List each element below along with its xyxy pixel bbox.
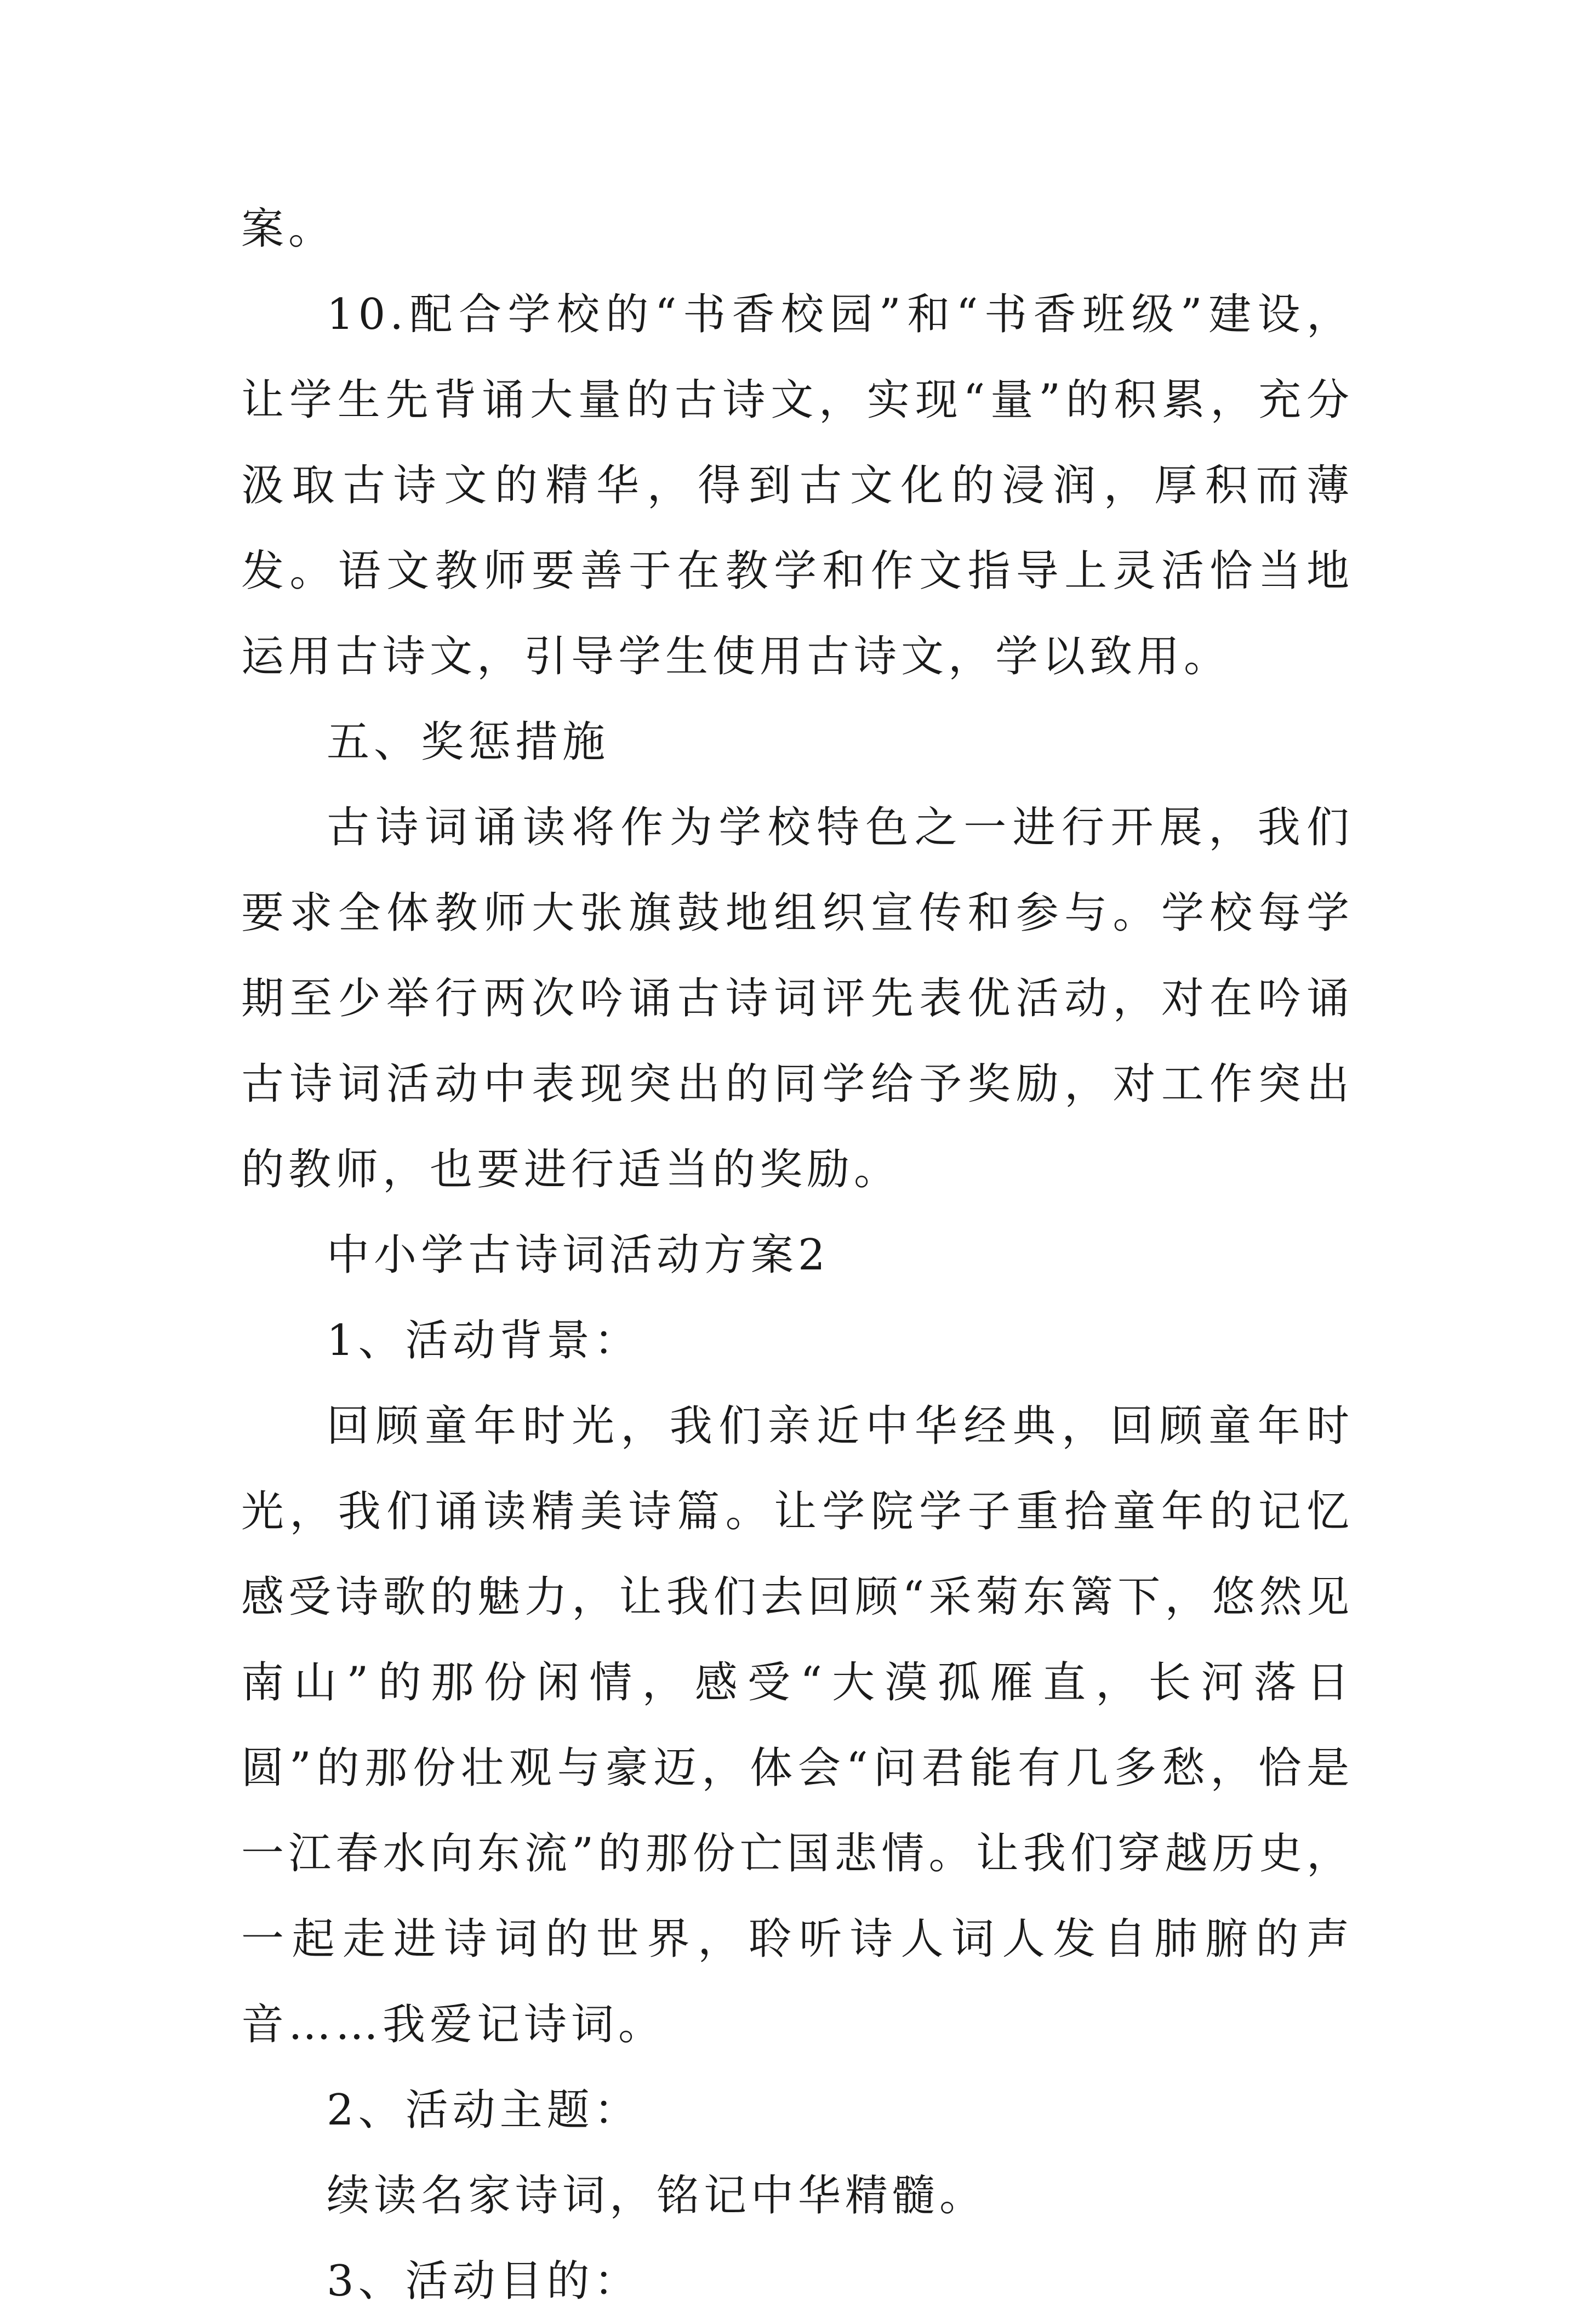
section-heading-rewards: 五、奖惩措施 bbox=[327, 717, 610, 767]
paragraph-theme-body: 续读名家诗词，铭记中华精髓。 bbox=[327, 2171, 987, 2220]
paragraph-item-10: 10.配合学校的“书香校园”和“书香班级”建设，让学生先背诵大量的古诗文，实现“量”的积累，充分汲取古诗文的精华，得到古文化的浸润，厚积而薄发。语文教师要善于在教学和作文指导上灵活恰当地运用古诗文，引导学生使用古诗文，学以致用。 bbox=[241, 290, 1354, 681]
paragraph-background-body: 回顾童年时光，我们亲近中华经典，回顾童年时光，我们诵读精美诗篇。让学院学子重拾童年的记忆感受诗歌的魅力，让我们去回顾“采菊东篱下，悠然见南山”的那份闲情，感受“大漠孤雁直，长河落日圆”的那份壮观与豪迈，体会“问君能有几多愁，恰是一江春水向东流”的那份亡国悲情。让我们穿越历史，一起走进诗词的世界，聆听诗人词人发自肺腑的声音……我爱记诗词。 bbox=[241, 1402, 1354, 2049]
paragraph-continuation: 案。 bbox=[241, 204, 336, 254]
document-body bbox=[241, 186, 1354, 2324]
section-heading-purpose: 3、活动目的： bbox=[327, 2257, 641, 2306]
section-heading-theme: 2、活动主题： bbox=[327, 2086, 641, 2135]
document-subtitle-plan-2: 中小学古诗词活动方案2 bbox=[327, 1231, 830, 1280]
section-heading-background: 1、活动背景： bbox=[327, 1316, 641, 1365]
paragraph-rewards-body: 古诗词诵读将作为学校特色之一进行开展，我们要求全体教师大张旗鼓地组织宣传和参与。学校每学期至少举行两次吟诵古诗词评先表优活动，对在吟诵古诗词活动中表现突出的同学给予奖励，对工作突出的教师，也要进行适当的奖励。 bbox=[241, 803, 1354, 1194]
